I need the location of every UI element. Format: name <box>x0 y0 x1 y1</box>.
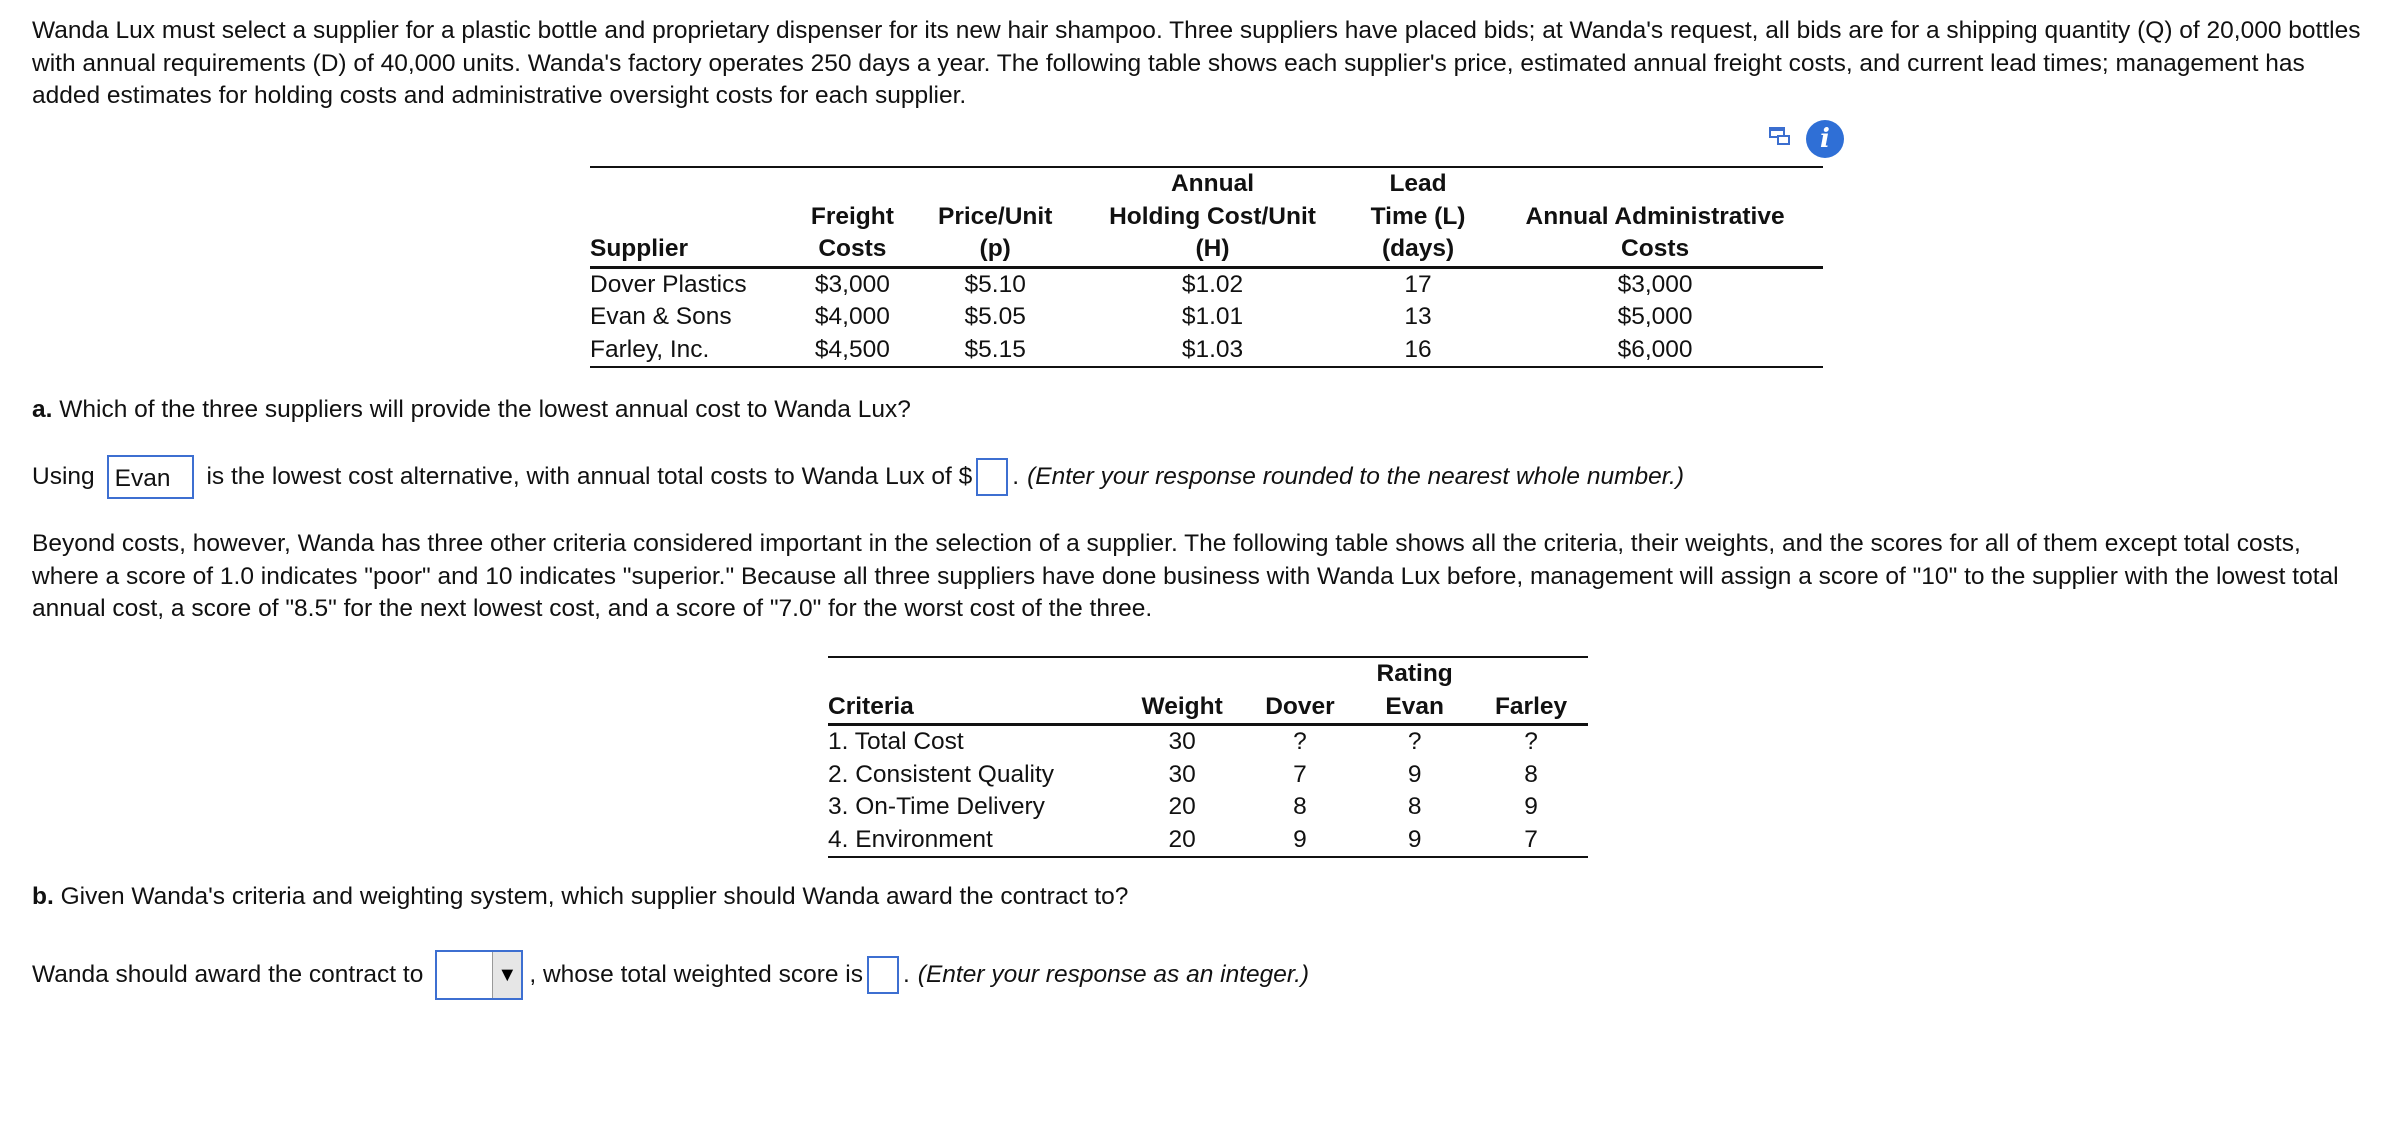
evan-score: 8 <box>1407 793 1422 820</box>
header-admin-line2: Costs <box>1487 233 1823 267</box>
holding-cost: $1.02 <box>1181 270 1244 298</box>
answer-b-prefix: Wanda should award the contract to <box>32 961 424 988</box>
criteria-name: 4. Environment <box>828 824 1120 858</box>
intro-paragraph: Wanda Lux must select a supplier for a plastic bottle and proprietary dispenser for its new hair shampoo. Three suppliers have placed bids; at Wanda's request, all bids are for a shipping quantity (Q) of 20,000 bottles with annual requirements (D) of 40,000 units. Wanda's factory operates 250 days a year. The following table shows each supplier's price, estimated annual freight costs, and current lead times; management has added estimates for holding costs and administrative oversight costs for each supplier. <box>32 17 2361 109</box>
price-per-unit: $5.10 <box>964 270 1026 298</box>
lead-time: 13 <box>1404 303 1432 330</box>
criteria-weight: 20 <box>1120 824 1245 858</box>
header-lead-line3: (days) <box>1349 233 1487 267</box>
header-holding-line3: (H) <box>1076 233 1349 267</box>
answer-a-middle: is the lowest cost alternative, with annual total costs to Wanda Lux of $ <box>206 463 973 490</box>
supplier-name: Dover Plastics <box>590 270 747 298</box>
supplier-dropdown-value <box>437 952 492 998</box>
question-b-letter: b. <box>32 883 54 910</box>
farley-score: 8 <box>1524 760 1538 788</box>
supplier-name: Evan & Sons <box>590 303 732 330</box>
dover-score: ? <box>1293 728 1307 755</box>
header-supplier: Supplier <box>590 233 790 267</box>
header-weight: Weight <box>1120 691 1245 725</box>
answer-a-suffix: . <box>1012 463 1020 490</box>
evan-score: 9 <box>1355 824 1474 858</box>
answer-b-hint: (Enter your response as an integer.) <box>917 961 1310 988</box>
annual-cost-input[interactable] <box>976 458 1008 496</box>
evan-score: 9 <box>1407 760 1422 788</box>
answer-a-line <box>32 455 1684 499</box>
criteria-name: 3. On-Time Delivery <box>828 793 1045 820</box>
question-a-letter: a. <box>32 396 53 423</box>
question-a-text: Which of the three suppliers will provide the lowest annual cost to Wanda Lux? <box>59 396 911 423</box>
header-admin-line1: Annual Administrative <box>1525 202 1785 230</box>
table-row <box>590 267 1823 301</box>
criteria-name: 2. Consistent Quality <box>828 760 1055 788</box>
supplier-table <box>590 166 1823 368</box>
criteria-weight: 20 <box>1168 793 1196 820</box>
answer-a-hint: (Enter your response rounded to the nearest whole number.) <box>1027 463 1684 490</box>
header-evan: Evan <box>1355 691 1474 725</box>
header-holding-line2: Holding Cost/Unit <box>1109 202 1316 230</box>
supplier-header-row-3 <box>590 233 1823 267</box>
popout-icon[interactable] <box>1768 125 1792 154</box>
weighted-score-input[interactable] <box>867 956 899 994</box>
question-b <box>32 881 1128 913</box>
criteria-name: 1. Total Cost <box>828 728 964 755</box>
supplier-dropdown[interactable] <box>435 950 523 1000</box>
supplier-name: Farley, Inc. <box>590 334 790 368</box>
farley-score: 7 <box>1474 824 1588 858</box>
dover-score: 7 <box>1293 760 1307 788</box>
criteria-paragraph: Beyond costs, however, Wanda has three other criteria considered important in the selection of a supplier. The following table shows all the criteria, their weights, and the scores for all of them except total costs, where a score of 1.0 indicates "poor" and 10 indicates "superior." Because all three suppliers have done business with Wanda Lux before, management will assign a score of "10" to the supplier with the lowest total annual cost, a score of "8.5" for the next lowest cost, and a score of "7.0" for the worst cost of the three. <box>32 530 2339 622</box>
table-row <box>828 725 1588 759</box>
price-per-unit: $5.15 <box>914 334 1076 368</box>
supplier-answer-input[interactable]: Evan <box>107 455 195 499</box>
lead-time: 16 <box>1349 334 1487 368</box>
price-per-unit: $5.05 <box>964 303 1026 330</box>
admin-cost: $5,000 <box>1617 303 1693 330</box>
table-tools <box>1768 120 1844 158</box>
header-lead-line1: Lead <box>1349 167 1487 201</box>
dover-score: 8 <box>1293 793 1307 820</box>
table-row <box>828 759 1588 792</box>
answer-b-middle: , whose total weighted score is <box>529 961 863 988</box>
farley-score: 9 <box>1524 793 1538 820</box>
table-row <box>590 334 1823 368</box>
holding-cost: $1.03 <box>1076 334 1349 368</box>
evan-score: ? <box>1407 728 1422 755</box>
criteria-header-row-2 <box>828 691 1588 725</box>
freight-cost: $4,500 <box>790 334 914 368</box>
criteria-weight: 30 <box>1168 760 1196 788</box>
lead-time: 17 <box>1404 270 1432 298</box>
answer-a-prefix: Using <box>32 463 95 490</box>
header-farley: Farley <box>1474 691 1588 725</box>
question-b-text: Given Wanda's criteria and weighting system, which supplier should Wanda award the contract to? <box>60 883 1129 910</box>
answer-b-line <box>32 950 1309 1000</box>
holding-cost: $1.01 <box>1181 303 1244 330</box>
freight-cost: $3,000 <box>814 270 890 298</box>
header-criteria: Criteria <box>828 691 1120 725</box>
admin-cost: $3,000 <box>1617 270 1693 298</box>
supplier-header-row-1 <box>590 167 1823 201</box>
header-freight-line2: Costs <box>790 233 914 267</box>
criteria-header-row-1 <box>828 657 1588 691</box>
dover-score: 9 <box>1245 824 1356 858</box>
header-rating: Rating <box>1355 657 1474 691</box>
header-freight-line1: Freight <box>810 202 894 230</box>
table-row <box>828 791 1588 824</box>
header-price-line2: (p) <box>914 233 1076 267</box>
farley-score: ? <box>1524 728 1538 755</box>
header-dover: Dover <box>1245 691 1356 725</box>
table-row <box>590 301 1823 334</box>
question-a <box>32 394 911 426</box>
criteria-weight: 30 <box>1168 728 1196 755</box>
info-icon[interactable]: i <box>1806 120 1844 158</box>
freight-cost: $4,000 <box>814 303 890 330</box>
dropdown-arrow-icon[interactable]: ▼ <box>492 952 521 998</box>
header-lead-line2: Time (L) <box>1370 202 1466 230</box>
table-row <box>828 824 1588 858</box>
supplier-header-row-2 <box>590 201 1823 234</box>
criteria-table <box>828 656 1588 858</box>
header-holding-line1: Annual <box>1076 167 1349 201</box>
header-price-line1: Price/Unit <box>938 202 1053 230</box>
admin-cost: $6,000 <box>1487 334 1823 368</box>
answer-b-suffix: . <box>902 961 910 988</box>
